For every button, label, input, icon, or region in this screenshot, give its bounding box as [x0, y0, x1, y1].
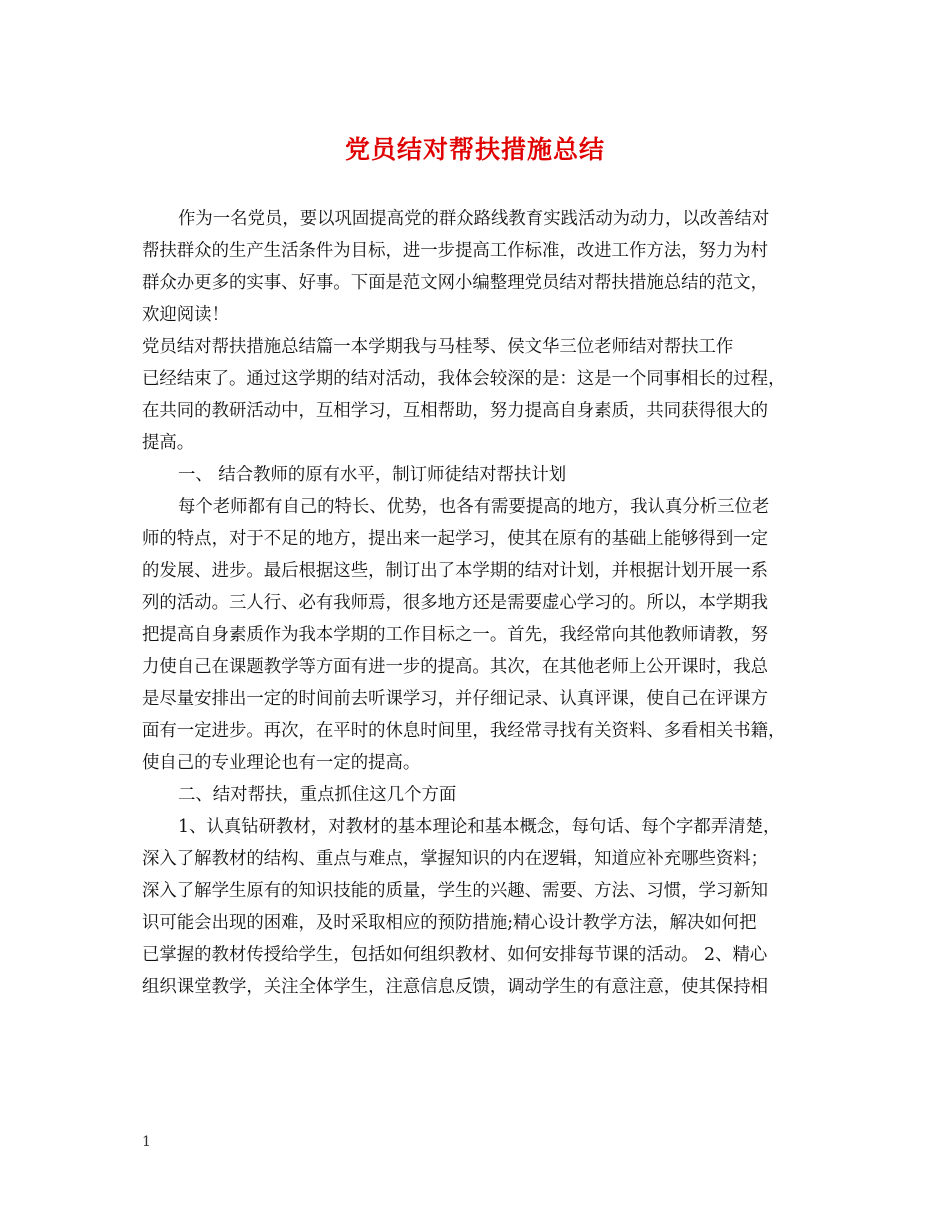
paragraph-line: 提高。 — [142, 433, 195, 453]
paragraph-line: 每个老师都有自己的特长、优势，也各有需要提高的地方，我认真分析三位老 — [178, 497, 770, 517]
paragraph-line: 作为一名党员，要以巩固提高党的群众路线教育实践活动为动力，以改善结对 — [178, 209, 770, 229]
section-heading-line: 党员结对帮扶措施总结篇一本学期我与马桂琴、侯文华三位老师结对帮扶工作 — [142, 337, 734, 357]
paragraph-line: 在共同的教研活动中，互相学习，互相帮助，努力提高自身素质，共同获得很大的 — [142, 401, 769, 421]
paragraph-line: 使自己的专业理论也有一定的提高。 — [142, 753, 421, 773]
paragraph-line: 识可能会出现的困难，及时采取相应的预防措施;精心设计教学方法，解决如何把 — [142, 913, 757, 933]
paragraph-line: 列的活动。三人行、必有我师焉，很多地方还是需要虚心学习的。所以，本学期我 — [142, 593, 769, 613]
subheading-line: 二、结对帮扶，重点抓住这几个方面 — [178, 785, 457, 805]
paragraph-line: 的发展、进步。最后根据这些，制订出了本学期的结对计划，并根据计划开展一系 — [142, 561, 769, 581]
paragraph-line: 把提高自身素质作为我本学期的工作目标之一。首先，我经常向其他教师请教，努 — [142, 625, 769, 645]
paragraph-line: 欢迎阅读！ — [142, 305, 229, 325]
paragraph-line: 师的特点，对于不足的地方，提出来一起学习，使其在原有的基础上能够得到一定 — [142, 529, 769, 549]
paragraph-line: 已掌握的教材传授给学生，包括如何组织教材、如何安排每节课的活动。 2、精心 — [142, 945, 768, 965]
paragraph-line: 组织课堂教学，关注全体学生，注意信息反馈，调动学生的有意注意，使其保持相 — [142, 977, 769, 997]
paragraph-line: 面有一定进步。再次，在平时的休息时间里，我经常寻找有关资料、多看相关书籍， — [142, 721, 786, 741]
paragraph-line: 已经结束了。通过这学期的结对活动，我体会较深的是：这是一个同事相长的过程， — [142, 369, 786, 389]
page-number: 1 — [142, 1134, 151, 1150]
document-body — [142, 203, 810, 1003]
paragraph-line: 深入了解教材的结构、重点与难点，掌握知识的内在逻辑，知道应补充哪些资料； — [142, 849, 769, 869]
paragraph-line: 深入了解学生原有的知识技能的质量，学生的兴趣、需要、方法、习惯，学习新知 — [142, 881, 769, 901]
paragraph-line: 群众办更多的实事、好事。下面是范文网小编整理党员结对帮扶措施总结的范文， — [142, 273, 769, 293]
paragraph-line: 帮扶群众的生产生活条件为目标，进一步提高工作标准，改进工作方法，努力为村 — [142, 241, 769, 261]
paragraph-line: 力使自己在课题教学等方面有进一步的提高。其次，在其他老师上公开课时，我总 — [142, 657, 769, 677]
document-title: 党员结对帮扶措施总结 — [344, 135, 605, 164]
paragraph-line: 是尽量安排出一定的时间前去听课学习，并仔细记录、认真评课，使自己在评课方 — [142, 689, 769, 709]
paragraph-line: 1、认真钻研教材，对教材的基本理论和基本概念，每句话、每个字都弄清楚， — [178, 817, 781, 837]
subheading-line: 一、 结合教师的原有水平，制订师徒结对帮扶计划 — [178, 465, 567, 485]
section-heading: 党员结对帮扶措施总结篇一 — [142, 337, 351, 357]
